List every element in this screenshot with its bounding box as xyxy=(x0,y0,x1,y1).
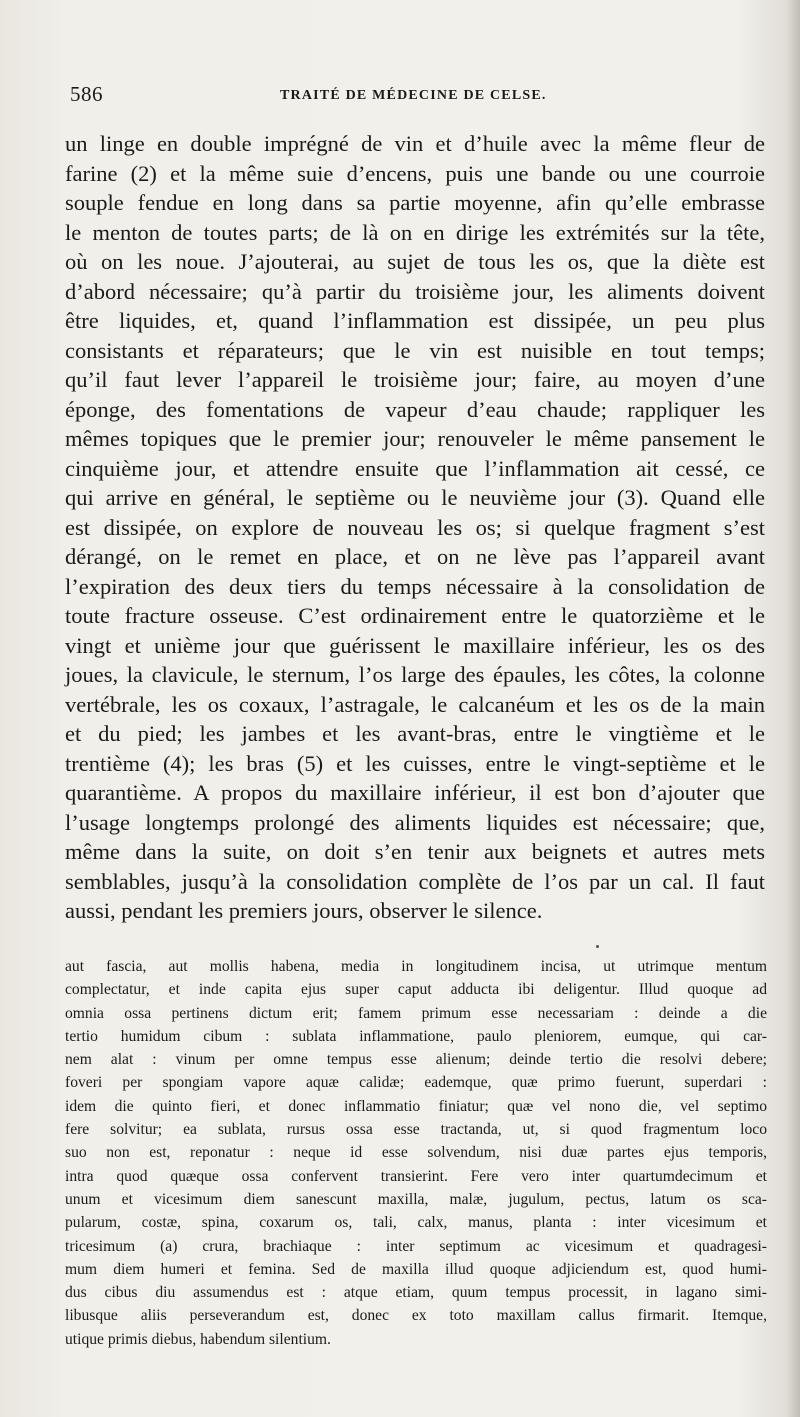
french-line: cinquième jour, et attendre ensuite que l’inflammation ait cessé, ce xyxy=(65,455,765,481)
french-line: toute fracture osseuse. C’est ordinairement entre le quatorzième et le xyxy=(65,603,765,628)
latin-line: dus cibus diu assumendus est : atque etiam, quum tempus processit, in lagano simi- xyxy=(65,1284,767,1302)
french-line: d’abord nécessaire; qu’à partir du troisième jour, les aliments doivent xyxy=(65,278,765,304)
french-line: et du pied; les jambes et les avant-bras, entre le vingtième et le xyxy=(65,721,765,746)
french-line: l’usage longtemps prolongé des aliments liquides est nécessaire; que, xyxy=(65,809,765,835)
french-line: qui arrive en général, le septième ou le neuvième jour (3). Quand elle xyxy=(65,485,765,510)
page-number: 586 xyxy=(70,82,103,106)
page-header xyxy=(70,82,770,112)
page-edge-shadow xyxy=(786,0,800,1417)
french-line: même dans la suite, on doit s’en tenir aux beignets et autres mets xyxy=(65,839,765,864)
french-line: un linge en double imprégné de vin et d’huile avec la même fleur de xyxy=(65,131,765,156)
latin-line: tricesimum (a) crura, brachiaque : inter septimum ac vicesimum et quadragesi- xyxy=(65,1237,767,1255)
french-line: mêmes topiques que le premier jour; renouveler le même pansement le xyxy=(65,426,765,451)
latin-line: unum et vicesimum diem sanescunt maxilla, malæ, jugulum, pectus, latum os sca- xyxy=(65,1190,767,1208)
french-line: aussi, pendant les premiers jours, observer le silence. xyxy=(65,898,543,923)
latin-line: mum diem humeri et femina. Sed de maxilla illud quoque adjiciendum est, quod humi- xyxy=(65,1260,767,1278)
running-head: TRAITÉ DE MÉDECINE DE CELSE. xyxy=(280,88,547,103)
latin-line: fere solvitur; ea sublata, rursus ossa esse tractanda, ut, si quod fragmentum loco xyxy=(65,1121,767,1139)
french-line: l’expiration des deux tiers du temps nécessaire à la consolidation de xyxy=(65,573,765,599)
latin-line: aut fascia, aut mollis habena, media in longitudinem incisa, ut utrimque mentum xyxy=(65,958,767,975)
french-line: trentième (4); les bras (5) et les cuisses, entre le vingt-septième et le xyxy=(65,750,765,776)
french-translation xyxy=(65,129,765,926)
french-line: qu’il faut lever l’appareil le troisième jour; faire, au moyen d’une xyxy=(65,367,765,392)
latin-line: intra quod quæque ossa confervent transierint. Fere vero inter quartumdecimum et xyxy=(65,1167,767,1185)
ink-speck xyxy=(596,945,599,948)
latin-line: pularum, costæ, spina, coxarum os, tali, calx, manus, planta : inter vicesimum et xyxy=(65,1214,767,1232)
latin-line: libusque aliis perseverandum est, donec ex toto maxillam callus firmarit. Itemque, xyxy=(65,1307,767,1325)
french-line: éponge, des fomentations de vapeur d’eau chaude; rappliquer les xyxy=(65,396,765,422)
french-line: farine (2) et la même suie d’encens, puis une bande ou une courroie xyxy=(65,160,765,186)
french-line: dérangé, on le remet en place, et on ne lève pas l’appareil avant xyxy=(65,544,765,569)
latin-line: foveri per spongiam vapore aquæ calidæ; eademque, quæ primo fuerunt, superdari : xyxy=(65,1074,767,1092)
french-line: est dissipée, on explore de nouveau les os; si quelque fragment s’est xyxy=(65,514,765,540)
latin-line: suo non est, reponatur : neque id esse solvendum, nisi duæ partes ejus temporis, xyxy=(65,1144,767,1162)
latin-line: omnia ossa pertinens dictum erit; famem primum esse necessariam : deinde a die xyxy=(65,1004,767,1022)
latin-line: utique primis diebus, habendum silentium. xyxy=(65,1330,331,1348)
latin-line: complectatur, et inde capita ejus super caput adducta ibi deligentur. Illud quoque ad xyxy=(65,981,767,999)
french-line: être liquides, et, quand l’inflammation est dissipée, un peu plus xyxy=(65,308,765,333)
french-line: souple fendue en long dans sa partie moyenne, afin qu’elle embrasse xyxy=(65,190,765,215)
latin-original xyxy=(65,955,767,1351)
french-line: joues, la clavicule, le sternum, l’os large des épaules, les côtes, la colonne xyxy=(65,662,765,687)
latin-line: tertio humidum cibum : sublata inflammatione, paulo pleniorem, eumque, qui car- xyxy=(65,1027,767,1045)
latin-line: idem die quinto fieri, et donec inflammatio finiatur; quæ vel nono die, vel septimo xyxy=(65,1097,767,1115)
french-line: où on les noue. J’ajouterai, au sujet de tous les os, que la diète est xyxy=(65,249,765,274)
french-line: consistants et réparateurs; que le vin est nuisible en tout temps; xyxy=(65,337,765,363)
french-line: vertébrale, les os coxaux, l’astragale, le calcanéum et les os de la main xyxy=(65,691,765,717)
french-line: semblables, jusqu’à la consolidation complète de l’os par un cal. Il faut xyxy=(65,868,765,894)
latin-line: nem alat : vinum per omne tempus esse alienum; deinde tertio die resolvi debere; xyxy=(65,1051,767,1069)
french-line: vingt et unième jour que guérissent le maxillaire inférieur, les os des xyxy=(65,632,765,658)
french-line: le menton de toutes parts; de là on en dirige les extrémités sur la tête, xyxy=(65,219,765,245)
french-line: quarantième. A propos du maxillaire inférieur, il est bon d’ajouter que xyxy=(65,780,765,805)
